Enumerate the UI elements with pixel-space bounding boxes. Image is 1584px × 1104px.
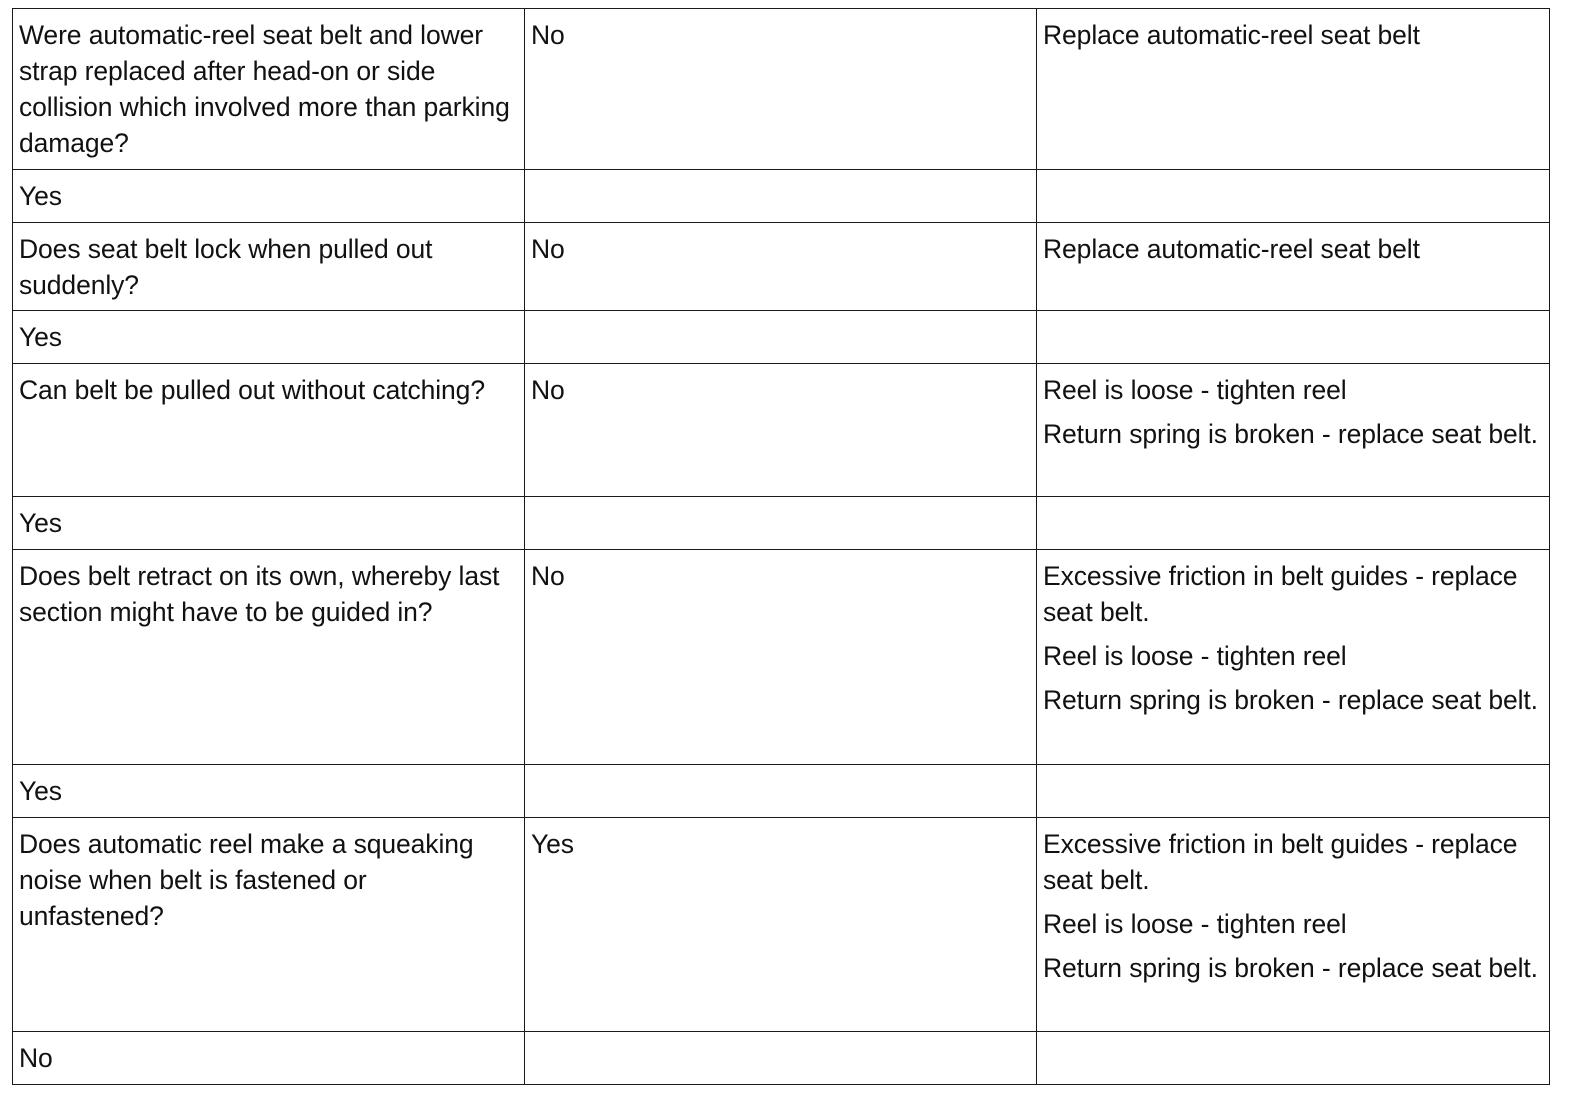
question-cell: Can belt be pulled out without catching? — [13, 364, 525, 497]
seat-belt-diagnostic-table — [12, 8, 1550, 1085]
table-row — [13, 364, 1550, 497]
remedy-cell — [1037, 765, 1550, 818]
question-cell: Were automatic-reel seat belt and lower strap replaced after head-on or side collision which involved more than parking damage? — [13, 9, 525, 170]
question-cell: Does belt retract on its own, whereby last section might have to be guided in? — [13, 550, 525, 765]
answer-cell — [525, 170, 1037, 223]
question-cell: Yes — [13, 170, 525, 223]
remedy-cell — [1037, 170, 1550, 223]
answer-cell: No — [525, 364, 1037, 497]
table-row — [13, 1032, 1550, 1085]
answer-cell: Yes — [525, 818, 1037, 1032]
table-row — [13, 9, 1550, 170]
remedy-item: Reel is loose - tighten reel — [1043, 375, 1347, 405]
table-row — [13, 818, 1550, 1032]
answer-cell — [525, 765, 1037, 818]
remedy-item: Return spring is broken - replace seat belt. — [1043, 685, 1538, 715]
remedy-cell — [1037, 818, 1550, 1032]
table-row — [13, 550, 1550, 765]
remedy-cell — [1037, 1032, 1550, 1085]
remedy-item: Reel is loose - tighten reel — [1043, 641, 1347, 671]
answer-cell: No — [525, 9, 1037, 170]
question-cell: Does seat belt lock when pulled out suddenly? — [13, 223, 525, 311]
remedy-item: Excessive friction in belt guides - replace seat belt. — [1043, 561, 1518, 627]
question-cell: No — [13, 1032, 525, 1085]
remedy-item: Return spring is broken - replace seat belt. — [1043, 953, 1538, 983]
table-row — [13, 170, 1550, 223]
question-cell: Yes — [13, 497, 525, 550]
remedy-cell — [1037, 223, 1550, 311]
remedy-item: Excessive friction in belt guides - replace seat belt. — [1043, 829, 1518, 895]
question-cell: Does automatic reel make a squeaking noise when belt is fastened or unfastened? — [13, 818, 525, 1032]
remedy-item: Reel is loose - tighten reel — [1043, 909, 1347, 939]
table-row — [13, 311, 1550, 364]
answer-cell: No — [525, 550, 1037, 765]
question-cell: Yes — [13, 311, 525, 364]
answer-cell — [525, 497, 1037, 550]
table-row — [13, 765, 1550, 818]
table-row — [13, 497, 1550, 550]
remedy-cell — [1037, 364, 1550, 497]
table-row — [13, 223, 1550, 311]
remedy-cell — [1037, 550, 1550, 765]
remedy-cell — [1037, 311, 1550, 364]
answer-cell — [525, 1032, 1037, 1085]
remedy-item: Replace automatic-reel seat belt — [1043, 20, 1420, 50]
remedy-item: Return spring is broken - replace seat belt. — [1043, 419, 1538, 449]
remedy-item: Replace automatic-reel seat belt — [1043, 234, 1420, 264]
answer-cell: No — [525, 223, 1037, 311]
remedy-cell — [1037, 497, 1550, 550]
answer-cell — [525, 311, 1037, 364]
remedy-cell — [1037, 9, 1550, 170]
diagnostic-document — [12, 8, 1549, 1085]
question-cell: Yes — [13, 765, 525, 818]
